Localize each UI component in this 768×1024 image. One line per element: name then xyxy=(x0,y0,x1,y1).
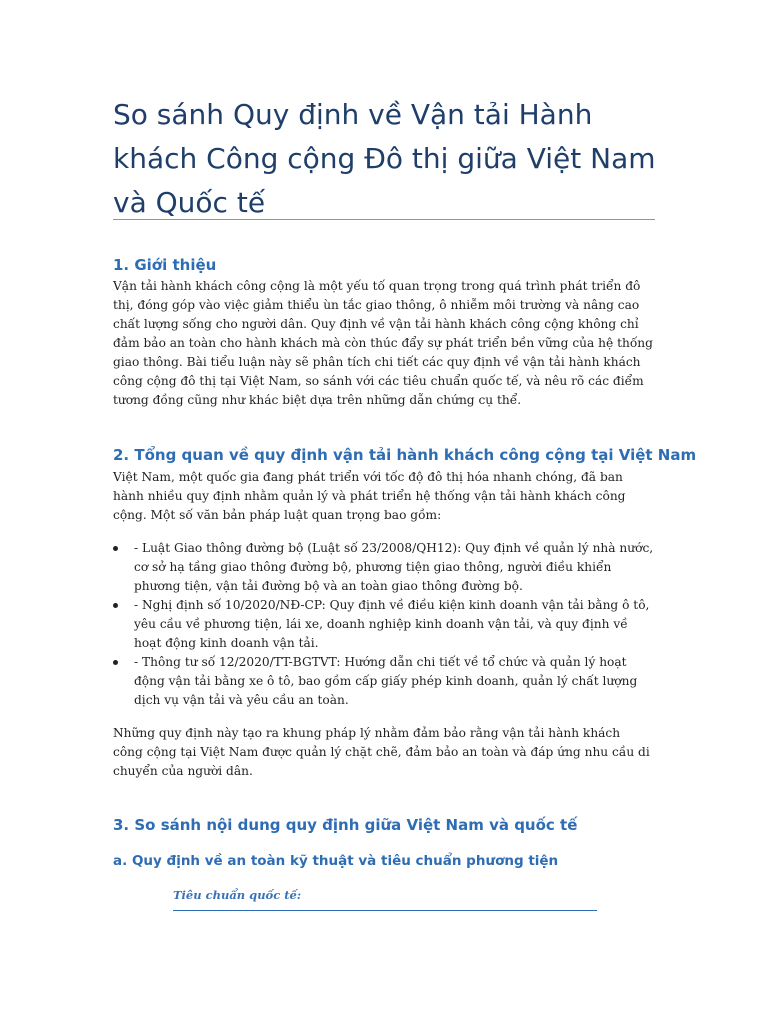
legal-documents-list xyxy=(113,539,658,710)
subsection-heading-safety: a. Quy định về an toàn kỹ thuật và tiêu chuẩn phương tiện xyxy=(113,853,559,869)
section-heading-overview: 2. Tổng quan về quy định vận tải hành khách công cộng tại Việt Nam xyxy=(113,446,697,464)
list-item xyxy=(113,596,658,653)
overview-closing-paragraph: Những quy định này tạo ra khung pháp lý nhằm đảm bảo rằng vận tải hành khách công cộng tại Việt Nam được quản lý chặt chẽ, đảm bảo an toàn và đáp ứng nhu cầu di chuyển của người dân. xyxy=(113,726,650,778)
list-item-text: - Luật Giao thông đường bộ (Luật số 23/2008/QH12): Quy định về quản lý nhà nước, cơ sở hạ tầng giao thông đường bộ, phương tiện giao thông, người điều khiển phương tiện, vận tải đường bộ và an toàn giao thông đường bộ. xyxy=(134,541,654,593)
intro-paragraph: Vận tải hành khách công cộng là một yếu tố quan trọng trong quá trình phát triển đô thị, đóng góp vào việc giảm thiểu ùn tắc giao thông, ô nhiễm môi trường và nâng cao chất lượng sống cho người dân. Quy định về vận tải hành khách công cộng không chỉ đảm bảo an toàn cho hành khách mà còn thúc đẩy sự phát triển bền vững của hệ thống giao thông. Bài tiểu luận này sẽ phân tích chi tiết các quy định về vận tải hành khách công cộng đô thị tại Việt Nam, so sánh với các tiêu chuẩn quốc tế, và nêu rõ các điểm tương đồng cũng như khác biệt dựa trên những dẫn chứng cụ thể. xyxy=(113,279,653,407)
document-title: So sánh Quy định về Vận tải Hành khách Công cộng Đô thị giữa Việt Nam và Quốc tế xyxy=(113,98,656,219)
list-item xyxy=(113,653,658,710)
bullet-icon xyxy=(113,660,118,665)
caption-underline xyxy=(173,910,597,911)
list-item-text: - Thông tư số 12/2020/TT-BGTVT: Hướng dẫn chi tiết về tổ chức và quản lý hoạt động vận tải bằng xe ô tô, bao gồm cấp giấy phép kinh doanh, quản lý chất lượng dịch vụ vận tải và yêu cầu an toàn. xyxy=(134,655,638,707)
section-heading-comparison: 3. So sánh nội dung quy định giữa Việt Nam và quốc tế xyxy=(113,816,578,834)
table-caption: Tiêu chuẩn quốc tế: xyxy=(173,888,302,902)
list-item-text: - Nghị định số 10/2020/NĐ-CP: Quy định về điều kiện kinh doanh vận tải bằng ô tô, yêu cầu về phương tiện, lái xe, doanh nghiệp kinh doanh vận tải, và quy định về hoạt động kinh doanh vận tải. xyxy=(134,598,650,650)
title-divider xyxy=(113,219,655,220)
section-heading-intro: 1. Giới thiệu xyxy=(113,256,217,274)
bullet-icon xyxy=(113,603,118,608)
overview-paragraph: Việt Nam, một quốc gia đang phát triển với tốc độ đô thị hóa nhanh chóng, đã ban hành nhiều quy định nhằm quản lý và phát triển hệ thống vận tải hành khách công cộng. Một số văn bản pháp luật quan trọng bao gồm: xyxy=(113,470,626,522)
list-item xyxy=(113,539,658,596)
bullet-icon xyxy=(113,546,118,551)
